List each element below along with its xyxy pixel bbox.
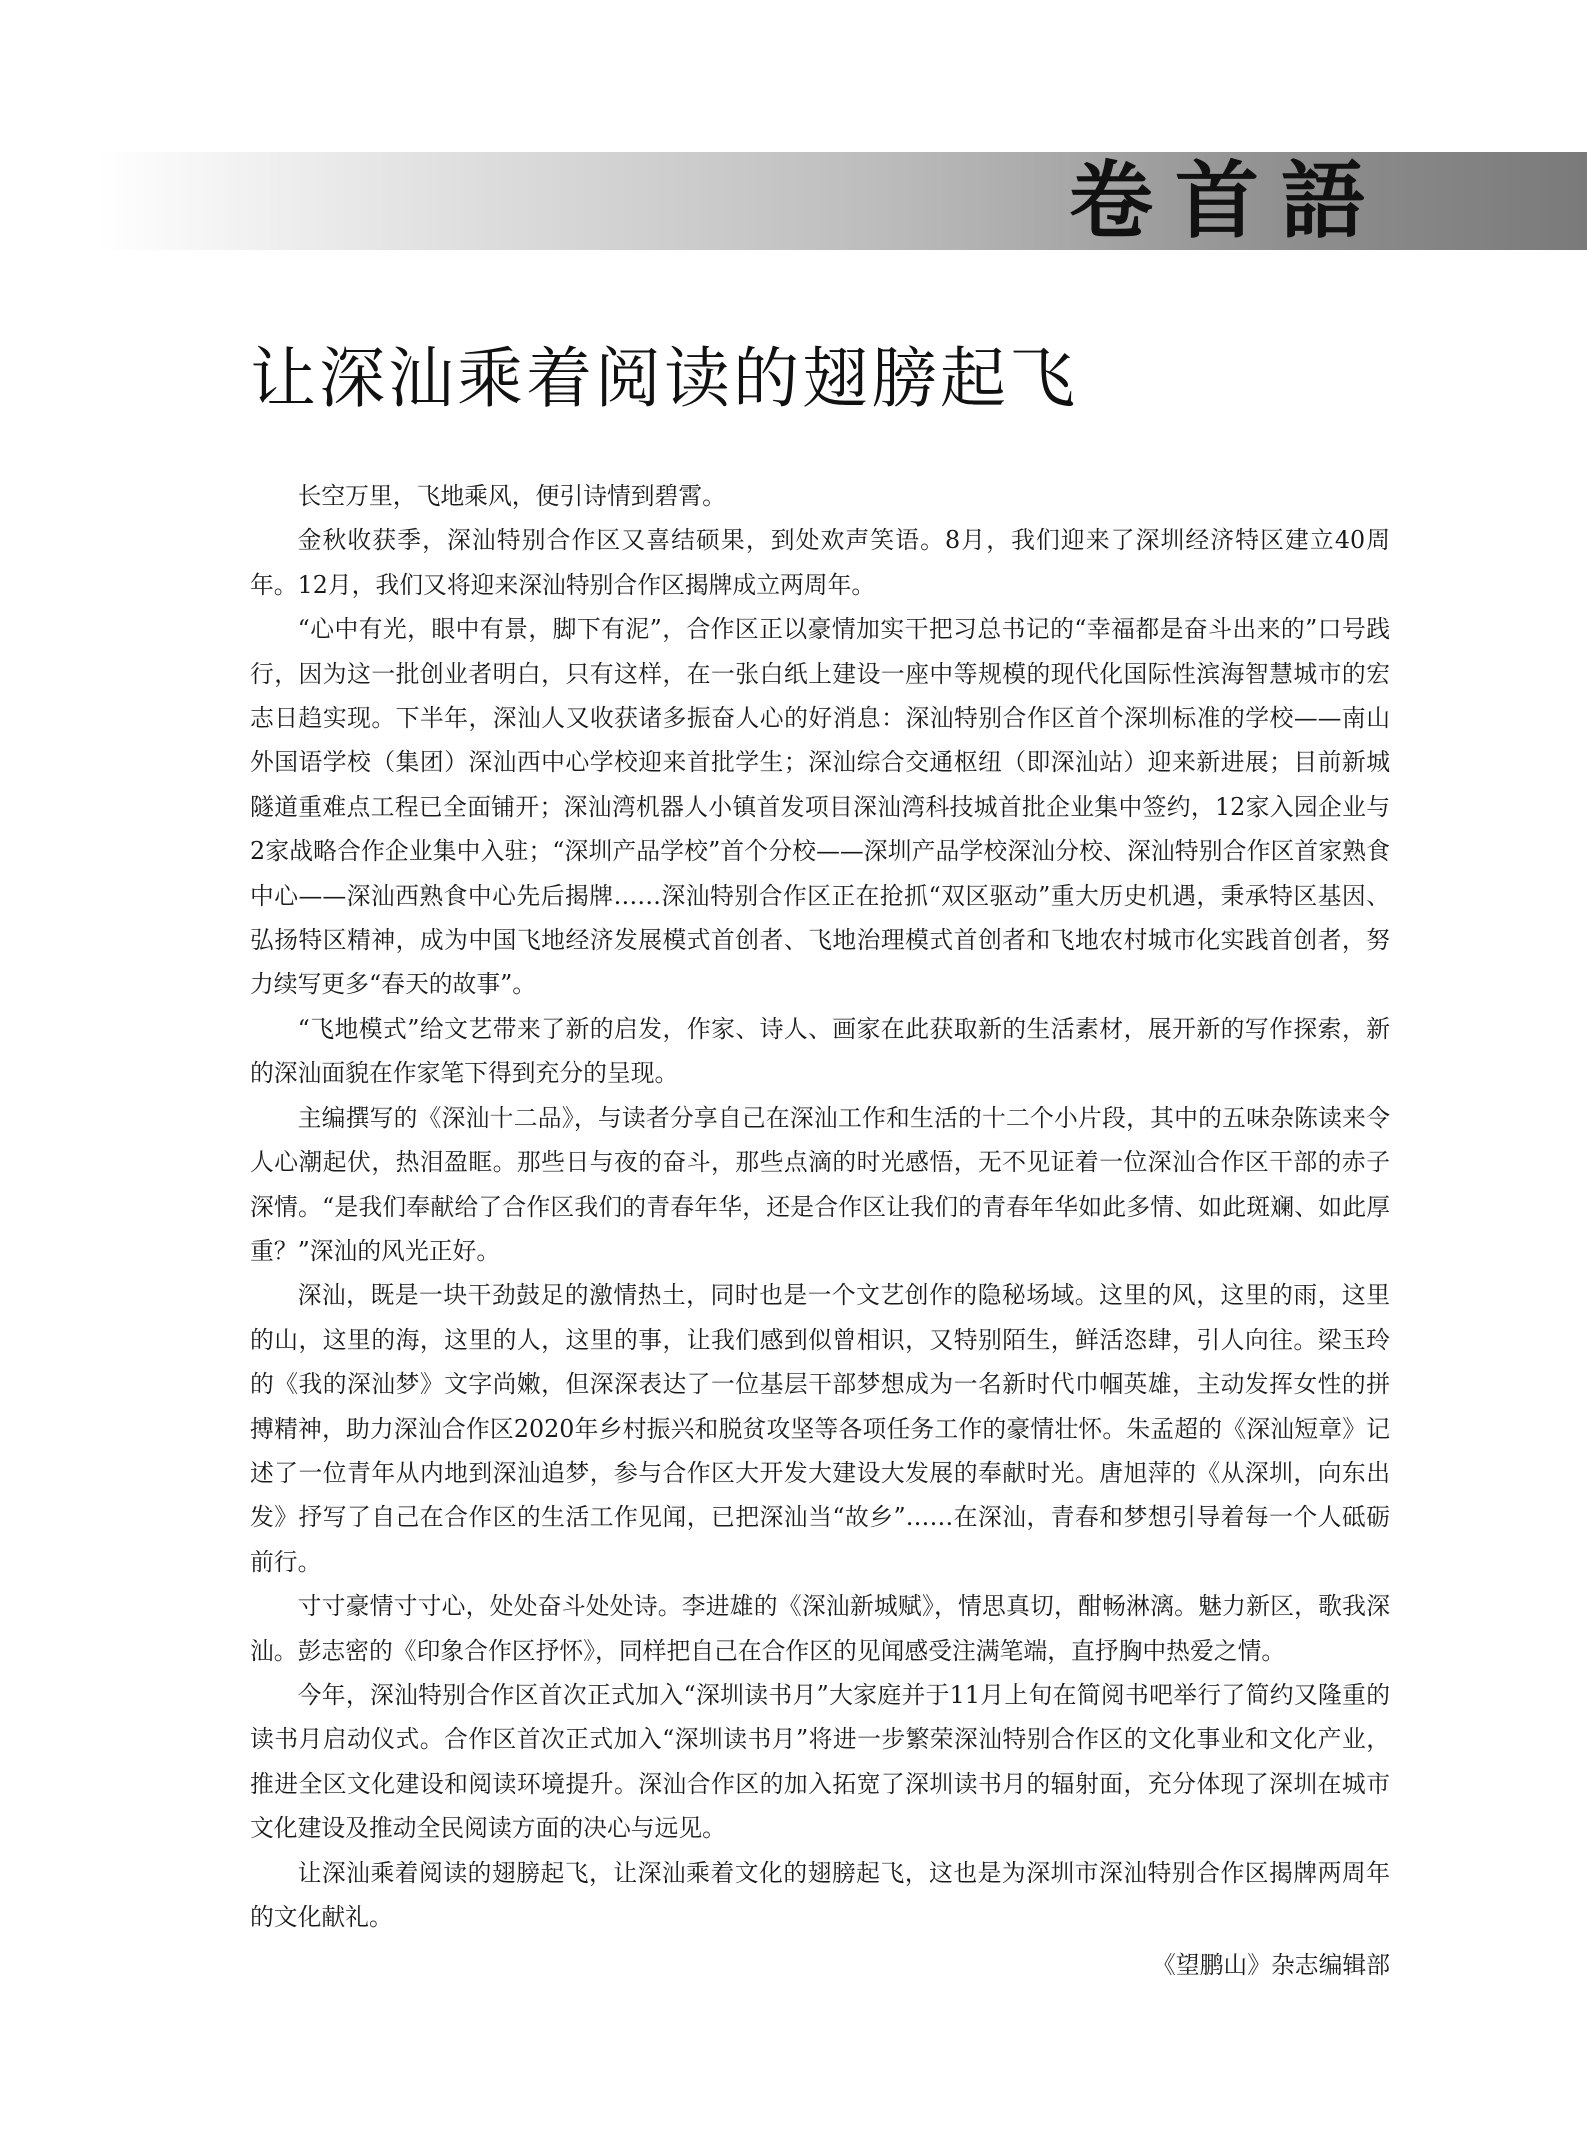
paragraph: “心中有光，眼中有景，脚下有泥”，合作区正以豪情加实干把习总书记的“幸福都是奋斗出来的”口号践行，因为这一批创业者明白，只有这样，在一张白纸上建设一座中等规模的现代化国际性滨海智慧城市的宏志日趋实现。下半年，深汕人又收获诸多振奋人心的好消息：深汕特别合作区首个深圳标准的学校——南山外国语学校（集团）深汕西中心学校迎来首批学生；深汕综合交通枢纽（即深汕站）迎来新进展；目前新城隧道重难点工程已全面铺开；深汕湾机器人小镇首发项目深汕湾科技城首批企业集中签约，12家入园企业与2家战略合作企业集中入驻；“深圳产品学校”首个分校——深圳产品学校深汕分校、深汕特别合作区首家熟食中心——深汕西熟食中心先后揭牌……深汕特别合作区正在抢抓“双区驱动”重大历史机遇，秉承特区基因、弘扬特区精神，成为中国飞地经济发展模式首创者、飞地治理模式首创者和飞地农村城市化实践首创者，努力续写更多“春天的故事”。 <box>250 615 1390 999</box>
paragraph: 让深汕乘着阅读的翅膀起飞，让深汕乘着文化的翅膀起飞，这也是为深圳市深汕特别合作区揭牌两周年的文化献礼。 <box>250 1858 1390 1931</box>
paragraph: 深汕，既是一块干劲鼓足的激情热土，同时也是一个文艺创作的隐秘场域。这里的风，这里的雨，这里的山，这里的海，这里的人，这里的事，让我们感到似曾相识，又特别陌生，鲜活恣肆，引人向往。梁玉玲的《我的深汕梦》文字尚嫩，但深深表达了一位基层干部梦想成为一名新时代巾帼英雄，主动发挥女性的拼搏精神，助力深汕合作区2020年乡村振兴和脱贫攻坚等各项任务工作的豪情壮怀。朱孟超的《深汕短章》记述了一位青年从内地到深汕追梦，参与合作区大开发大建设大发展的奉献时光。唐旭萍的《从深圳，向东出发》抒写了自己在合作区的生活工作见闻，已把深汕当“故乡”……在深汕，青春和梦想引导着每一个人砥砺前行。 <box>250 1281 1390 1576</box>
paragraph: 金秋收获季，深汕特别合作区又喜结硕果，到处欢声笑语。8月，我们迎来了深圳经济特区建立40周年。12月，我们又将迎来深汕特别合作区揭牌成立两周年。 <box>250 526 1390 599</box>
paragraph: “飞地模式”给文艺带来了新的启发，作家、诗人、画家在此获取新的生活素材，展开新的写作探索，新的深汕面貌在作家笔下得到充分的呈现。 <box>250 1014 1390 1088</box>
paragraph: 长空万里，飞地乘风，便引诗情到碧霄。 <box>297 482 726 510</box>
paragraph: 今年，深汕特别合作区首次正式加入“深圳读书月”大家庭并于11月上旬在简阅书吧举行了简约又隆重的读书月启动仪式。合作区首次正式加入“深圳读书月”将进一步繁荣深汕特别合作区的文化事业和文化产业，推进全区文化建设和阅读环境提升。深汕合作区的加入拓宽了深圳读书月的辐射面，充分体现了深圳在城市文化建设及推动全民阅读方面的决心与远见。 <box>250 1680 1390 1843</box>
article-body <box>250 474 1390 1985</box>
section-title: 卷首語 <box>1068 151 1387 250</box>
signature: 《望鹏山》杂志编辑部 <box>1152 1951 1390 1980</box>
paragraph: 主编撰写的《深汕十二品》，与读者分享自己在深汕工作和生活的十二个小片段，其中的五味杂陈读来令人心潮起伏，热泪盈眶。那些日与夜的奋斗，那些点滴的时光感悟，无不见证着一位深汕合作区干部的赤子深情。“是我们奉献给了合作区我们的青春年华，还是合作区让我们的青春年华如此多情、如此斑斓、如此厚重？”深汕的风光正好。 <box>250 1103 1390 1265</box>
article-title: 让深汕乘着阅读的翅膀起飞 <box>250 340 1078 417</box>
paragraph: 寸寸豪情寸寸心，处处奋斗处处诗。李进雄的《深汕新城赋》，情思真切，酣畅淋漓。魅力新区，歌我深汕。彭志密的《印象合作区抒怀》，同样把自己在合作区的见闻感受注满笔端，直抒胸中热爱之情。 <box>250 1592 1390 1665</box>
